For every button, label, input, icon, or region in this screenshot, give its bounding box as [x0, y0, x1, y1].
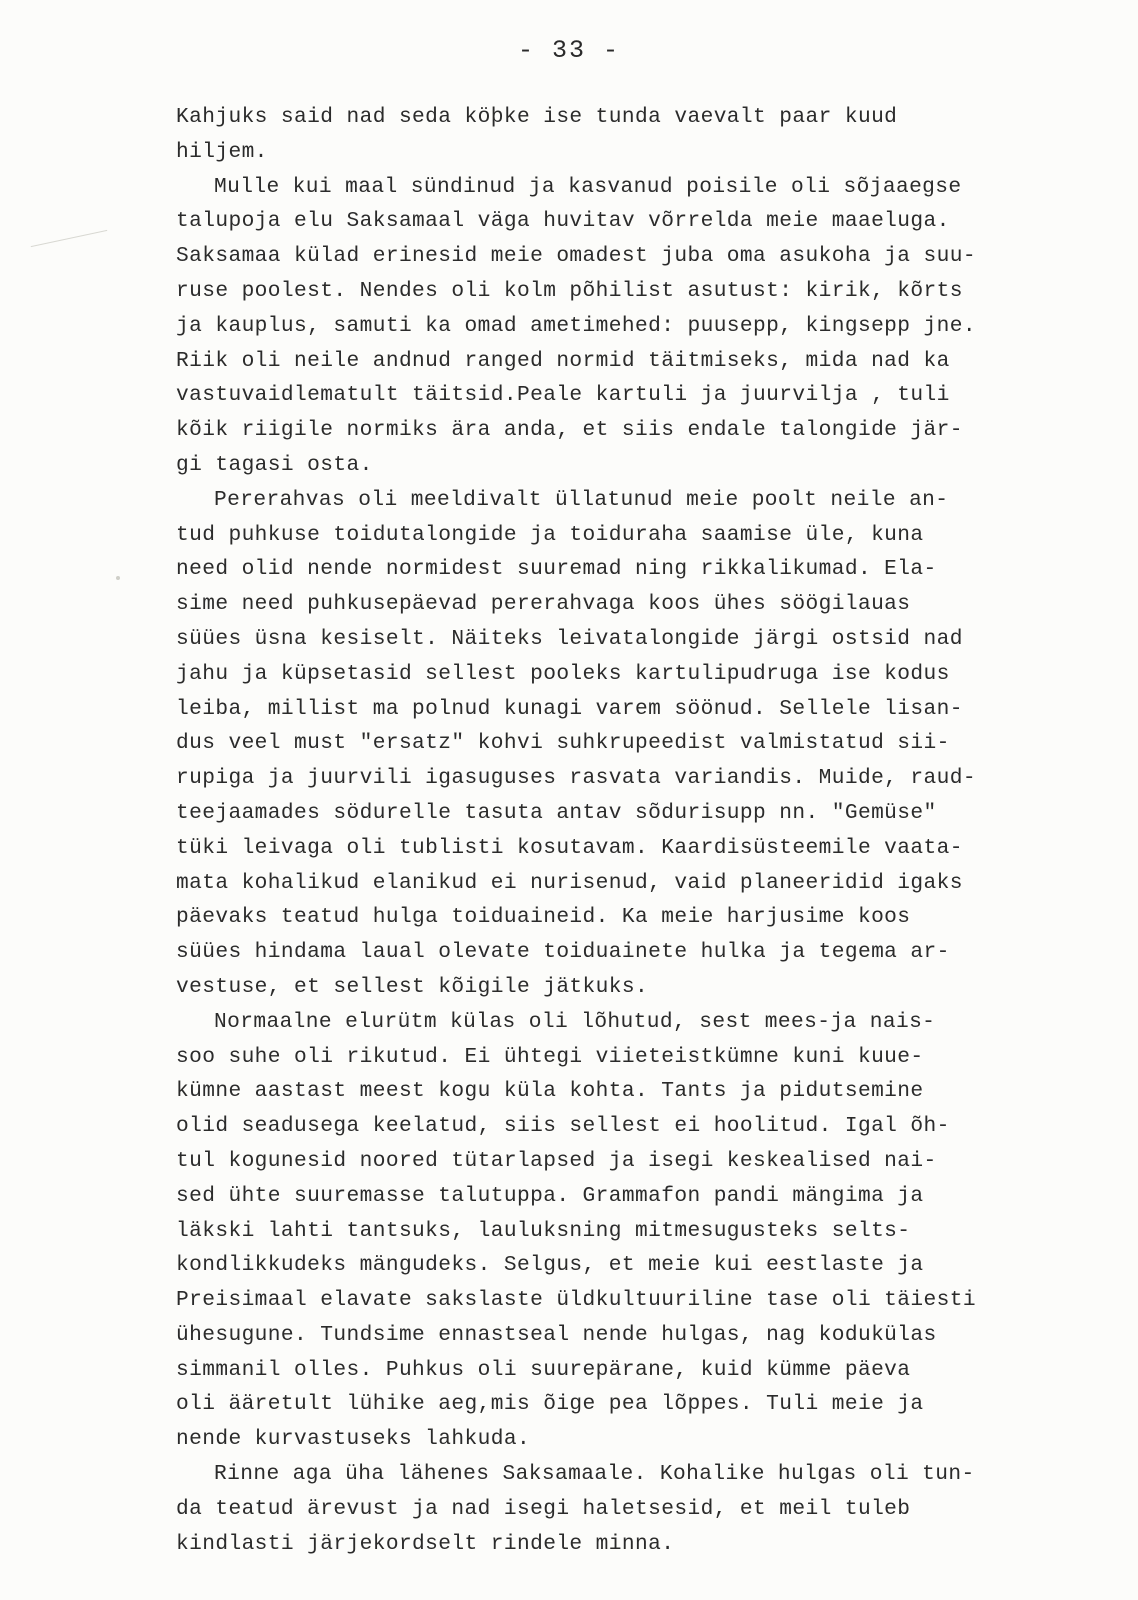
- text-line: süües hindama laual olevate toiduainete hulka ja tegema ar-: [176, 940, 950, 965]
- text-line: Kahjuks said nad seda köþke ise tunda vaevalt paar kuud: [176, 105, 898, 129]
- text-line: kindlasti järjekordselt rindele minna.: [176, 1531, 675, 1556]
- text-line: tüki leivaga oli tublisti kosutavam. Kaardisüsteemile vaata-: [176, 835, 963, 860]
- text-line: tul kogunesid noored tütarlapsed ja isegi keskealised nai-: [176, 1148, 937, 1173]
- text-line: kümne aastast meest kogu küla kohta. Tants ja pidutsemine: [176, 1079, 924, 1104]
- text-line: mata kohalikud elanikud ei nurisenud, vaid planeeridid igaks: [176, 870, 963, 895]
- text-line: rupiga ja juurvili igasuguses rasvata variandis. Muide, raud-: [176, 766, 976, 791]
- text-line: olid seadusega keelatud, siis sellest ei hoolitud. Igal õh-: [176, 1114, 950, 1139]
- text-line: Preisimaal elavate sakslaste üldkultuuriline tase oli täiesti: [176, 1288, 976, 1313]
- text-line: kondlikkudeks mängudeks. Selgus, et meie kui eestlaste ja: [176, 1253, 924, 1278]
- text-line: jahu ja küpsetasid sellest pooleks kartulipudruga ise kodus: [176, 661, 950, 686]
- margin-pencil-mark: [31, 230, 108, 247]
- text-line: Mulle kui maal sündinud ja kasvanud poisile oli sõjaaegse: [214, 174, 962, 199]
- text-line: vestuse, et sellest kõigile jätkuks.: [176, 974, 649, 999]
- text-line: Normaalne elurütm külas oli lõhutud, sest mees-ja nais-: [214, 1009, 936, 1034]
- text-line: teejaamades södurelle tasuta antav sõdurisupp nn. "Gemüse": [176, 800, 937, 825]
- text-line: gi tagasi osta.: [176, 452, 373, 477]
- text-line: sime need puhkusepäevad pererahvaga koos ühes söögilauas: [176, 592, 911, 617]
- text-line: ruse poolest. Nendes oli kolm põhilist asutust: kirik, kõrts: [176, 278, 963, 303]
- text-line: kõik riigile normiks ära anda, et siis endale talongide jär-: [176, 418, 963, 443]
- text-line: tud puhkuse toidutalongide ja toiduraha saamise üle, kuna: [176, 522, 924, 547]
- text-line: Riik oli neile andnud ranged normid täitmiseks, mida nad ka: [176, 348, 950, 373]
- text-line: soo suhe oli rikutud. Ei ühtegi viieteistkümne kuni kuue-: [176, 1044, 924, 1069]
- text-line: need olid nende normidest suuremad ning rikkalikumad. Ela-: [176, 557, 937, 582]
- text-line: ja kauplus, samuti ka omad ametimehed: puusepp, kingsepp jne.: [176, 313, 976, 338]
- text-line: talupoja elu Saksamaal väga huvitav võrrelda meie maaeluga.: [176, 209, 950, 234]
- text-line: vastuvaidlematult täitsid.Peale kartuli ja juurvilja , tuli: [176, 383, 950, 408]
- text-line: nende kurvastuseks lahkuda.: [176, 1427, 531, 1452]
- page-number: - 33 -: [517, 36, 620, 65]
- text-line: Rinne aga üha lähenes Saksamaale. Kohalike hulgas oli tun-: [214, 1462, 975, 1487]
- text-line: Saksamaa külad erinesid meie omadest juba oma asukoha ja suu-: [176, 244, 976, 269]
- text-line: süües üsna kesiselt. Näiteks leivatalongide järgi ostsid nad: [176, 626, 963, 651]
- body-text: [176, 100, 1046, 1561]
- text-line: simmanil olles. Puhkus oli suurepärane, kuid kümme päeva: [176, 1357, 911, 1382]
- text-line: läkski lahti tantsuks, lauluksning mitmesugusteks selts-: [176, 1218, 911, 1243]
- text-line: dus veel must "ersatz" kohvi suhkrupeedist valmistatud sii-: [176, 731, 950, 756]
- text-line: hiljem.: [176, 139, 268, 164]
- text-line: da teatud ärevust ja nad isegi haletsesid, et meil tuleb: [176, 1496, 911, 1521]
- text-line: leiba, millist ma polnud kunagi varem söönud. Sellele lisan-: [176, 696, 963, 721]
- text-line: päevaks teatud hulga toiduaineid. Ka meie harjusime koos: [176, 905, 911, 930]
- text-line: ühesugune. Tundsime ennastseal nende hulgas, nag kodukülas: [176, 1322, 937, 1347]
- text-line: sed ühte suuremasse talutuppa. Grammafon pandi mängima ja: [176, 1183, 924, 1208]
- margin-dot-mark: [116, 576, 120, 580]
- text-line: oli ääretult lühike aeg,mis õige pea lõppes. Tuli meie ja: [176, 1392, 924, 1417]
- text-line: Pererahvas oli meeldivalt üllatunud meie poolt neile an-: [214, 487, 949, 512]
